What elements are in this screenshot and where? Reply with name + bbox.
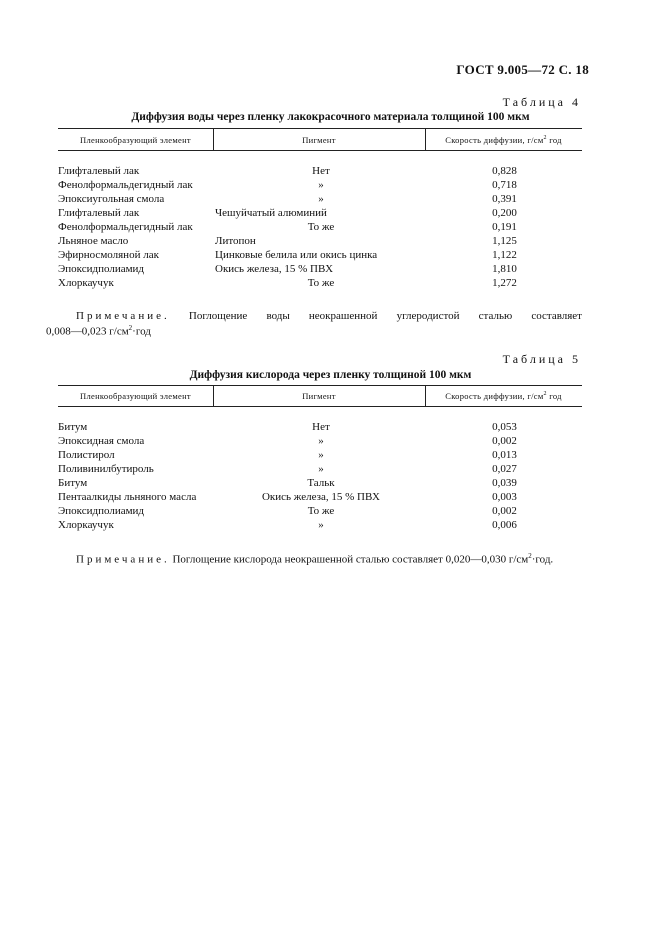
table-4-body xyxy=(58,164,582,290)
cell-pigment: Чешуйчатый алюминий xyxy=(215,207,327,219)
cell-pigment: » xyxy=(318,519,324,531)
table-4-title: Диффузия воды через пленку лакокрасочного материала толщиной 100 мкм xyxy=(131,111,530,123)
cell-pigment: Окись железа, 15 % ПВХ xyxy=(215,263,334,275)
cell-element: Льняное масло xyxy=(58,235,129,247)
table-row xyxy=(58,234,582,248)
cell-rate: 0,718 xyxy=(492,179,517,191)
cell-rate: 0,391 xyxy=(492,193,517,205)
table-row xyxy=(58,206,582,220)
page-header: ГОСТ 9.005—72 С. 18 xyxy=(456,62,589,77)
table-row xyxy=(58,248,582,262)
cell-element: Эпоксиугольная смола xyxy=(58,193,165,205)
cell-element: Поливинилбутироль xyxy=(58,463,154,475)
table-5-top-rule xyxy=(58,385,582,386)
table-row xyxy=(58,178,582,192)
cell-pigment: » xyxy=(318,449,324,461)
cell-rate: 1,810 xyxy=(492,263,517,275)
table-5-title: Диффузия кислорода через пленку толщиной 100 мкм xyxy=(189,369,472,381)
cell-element: Эпоксидполиамид xyxy=(58,263,145,275)
table-4-col-rate: Скорость диффузии, $г/см^2$ год xyxy=(445,135,562,145)
cell-element: Битум xyxy=(58,421,88,433)
table-4-header-rule xyxy=(58,150,582,151)
cell-pigment: То же xyxy=(307,277,335,289)
cell-element: Полистирол xyxy=(58,449,115,461)
cell-rate: 1,125 xyxy=(492,235,517,247)
table-row xyxy=(58,476,582,490)
cell-rate: 0,828 xyxy=(492,165,517,177)
table-row xyxy=(58,220,582,234)
cell-element: Хлоркаучук xyxy=(58,519,114,531)
cell-element: Глифталевый лак xyxy=(58,207,140,219)
cell-rate: 0,002 xyxy=(492,435,517,447)
table-4-note-line-2: 0,008—0,023 $г/см^2\cdot год$ xyxy=(46,324,151,338)
cell-pigment: » xyxy=(318,463,324,475)
table-4-top-rule xyxy=(58,128,582,129)
table-row xyxy=(58,504,582,518)
cell-element: Эпоксидполиамид xyxy=(58,505,145,517)
table-row xyxy=(58,518,582,532)
cell-pigment: То же xyxy=(307,221,335,233)
table-row xyxy=(58,462,582,476)
cell-rate: 0,006 xyxy=(492,519,517,531)
cell-rate: 0,191 xyxy=(492,221,517,233)
cell-pigment: Цинковые белила или окись цинка xyxy=(215,249,378,261)
table-row xyxy=(58,164,582,178)
table-row xyxy=(58,490,582,504)
cell-pigment: Тальк xyxy=(307,477,335,489)
cell-element: Эпоксидная смола xyxy=(58,435,145,447)
cell-element: Фенолформальдегидный лак xyxy=(58,221,193,233)
table-5-col-element: Пленкообразующий элемент xyxy=(80,391,191,401)
cell-pigment: » xyxy=(318,435,324,447)
cell-element: Глифталевый лак xyxy=(58,165,140,177)
table-row xyxy=(58,262,582,276)
cell-element: Фенолформальдегидный лак xyxy=(58,179,193,191)
cell-pigment: Окись железа, 15 % ПВХ xyxy=(261,491,380,503)
cell-rate: 0,027 xyxy=(492,463,517,475)
cell-element: Пентаалкиды льняного масла xyxy=(58,491,197,503)
table-row xyxy=(58,448,582,462)
table-5-note: Примечание. Поглощение кислорода неокрашенной сталью составляет 0,020—0,030 $г/см^2\cdot год$. xyxy=(76,552,554,566)
cell-pigment: Нет xyxy=(312,421,330,433)
cell-rate: 0,002 xyxy=(492,505,517,517)
table-5-header-rule xyxy=(58,406,582,407)
cell-rate: 0,053 xyxy=(492,421,517,433)
cell-element: Битум xyxy=(58,477,88,489)
table-5-number: Таблица 5 xyxy=(502,352,581,366)
table-row xyxy=(58,192,582,206)
cell-rate: 1,122 xyxy=(492,249,517,261)
table-5-col-pigment: Пигмент xyxy=(302,391,336,401)
table-row xyxy=(58,420,582,434)
table-4-number: Таблица 4 xyxy=(502,95,581,109)
cell-pigment: » xyxy=(318,179,324,191)
cell-pigment: То же xyxy=(307,505,335,517)
cell-element: Эфирносмоляной лак xyxy=(58,249,159,261)
table-4-col-pigment: Пигмент xyxy=(302,135,336,145)
cell-pigment: Нет xyxy=(312,165,330,177)
cell-rate: 1,272 xyxy=(492,277,517,289)
table-4-note: Примечание. Поглощение воды неокрашенной углеродистой сталью составляет xyxy=(76,310,582,322)
cell-element: Хлоркаучук xyxy=(58,277,114,289)
cell-pigment: » xyxy=(318,193,324,205)
cell-rate: 0,003 xyxy=(492,491,517,503)
cell-rate: 0,013 xyxy=(492,449,517,461)
table-5-body xyxy=(58,420,582,532)
table-4-col-element: Пленкообразующий элемент xyxy=(80,135,191,145)
table-row xyxy=(58,276,582,290)
cell-rate: 0,039 xyxy=(492,477,517,489)
cell-pigment: Литопон xyxy=(215,235,256,247)
table-row xyxy=(58,434,582,448)
table-5-col-rate: Скорость диффузии, $г/см^2$ год xyxy=(445,391,562,401)
cell-rate: 0,200 xyxy=(492,207,517,219)
